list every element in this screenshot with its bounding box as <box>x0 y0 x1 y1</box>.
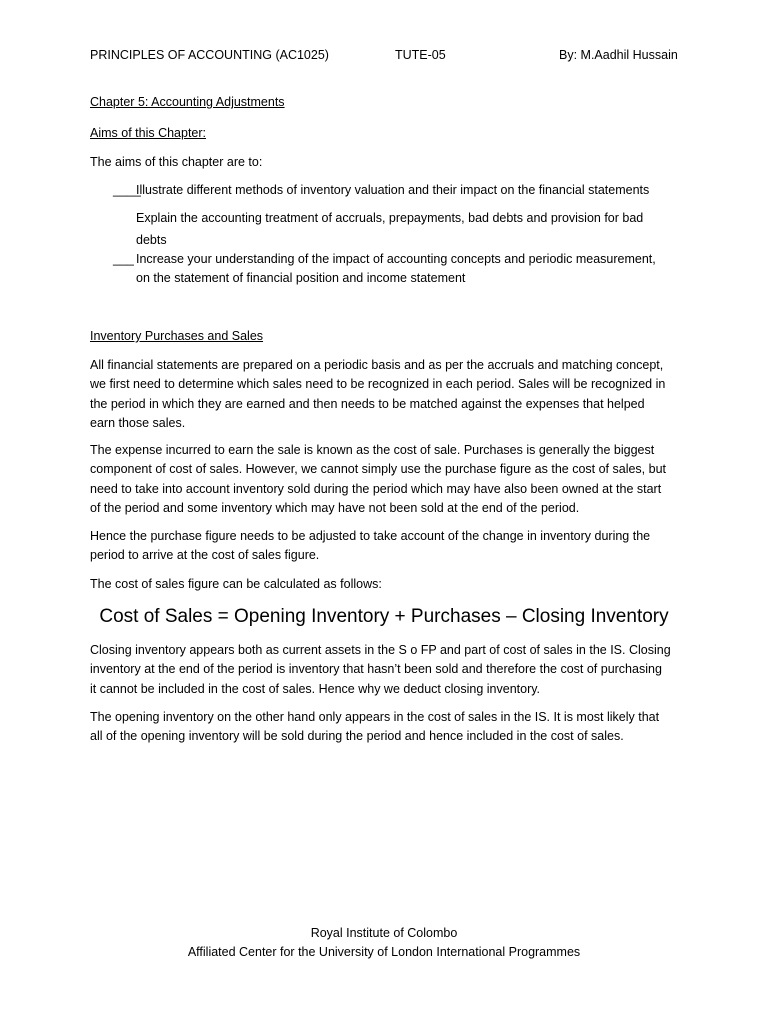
paragraph-line: All financial statements are prepared on a periodic basis and as per the accruals and matching concept, <box>90 358 664 372</box>
section-heading: Inventory Purchases and Sales <box>90 329 264 343</box>
bullet-item-inventory-valuation: Illustrate different methods of inventory valuation and their impact on the financial statements <box>136 183 650 197</box>
paragraph-closing-inventory <box>90 641 690 699</box>
footer-institute: Royal Institute of Colombo <box>310 926 458 940</box>
paragraph-opening-inventory <box>90 708 690 747</box>
header-course: PRINCIPLES OF ACCOUNTING (AC1025) <box>90 48 329 62</box>
paragraph-line: component of cost of sales. However, we cannot simply use the purchase figure as the cost of sales, but <box>90 462 667 477</box>
bullet-item-accounting-concepts-cont: on the statement of financial position and income statement <box>136 271 466 285</box>
paragraph-line: Closing inventory appears both as current assets in the S o FP and part of cost of sales in the IS. Closing <box>90 643 671 657</box>
aims-heading: Aims of this Chapter: <box>90 126 207 140</box>
paragraph-periodic-basis <box>90 356 690 434</box>
page-footer <box>0 924 768 962</box>
paragraph-line: of the period and some inventory which may have not been sold at the end of the period. <box>90 501 580 516</box>
paragraph-line: all of the opening inventory will be sold during the period and hence included in the cost of sales. <box>90 729 624 744</box>
paragraph-line: it cannot be included in the cost of sales. Hence why we deduct closing inventory. <box>90 681 541 696</box>
paragraph-line: earn those sales. <box>90 416 186 431</box>
header-author: By: M.Aadhil Hussain <box>559 48 678 62</box>
paragraph-line: need to take into account inventory sold during the period which may have also been owned at the start <box>90 481 662 496</box>
footer-affiliation: Affiliated Center for the University of London International Programmes <box>187 945 581 959</box>
paragraph-line: we first need to determine which sales need to be recognized in each period. Sales will be recognized in <box>90 377 666 392</box>
bullet-marker: ____ <box>113 183 141 197</box>
paragraph-calc-intro: The cost of sales figure can be calculated as follows: <box>90 577 382 591</box>
chapter-title: Chapter 5: Accounting Adjustments <box>90 95 285 109</box>
header-tute: TUTE-05 <box>395 48 446 62</box>
paragraph-line: inventory at the end of the period is inventory that hasn’t been sold and therefore the cost of purchasing <box>90 662 662 677</box>
aims-intro: The aims of this chapter are to: <box>90 155 263 169</box>
paragraph-cost-of-sale <box>90 441 690 519</box>
cost-of-sales-formula: Cost of Sales = Opening Inventory + Purchases – Closing Inventory <box>99 606 669 627</box>
paragraph-line: period to arrive at the cost of sales figure. <box>90 548 320 563</box>
paragraph-line: Hence the purchase figure needs to be adjusted to take account of the change in inventory during the <box>90 529 651 543</box>
paragraph-purchase-adjust <box>90 527 690 566</box>
bullet-item-accruals-cont: debts <box>136 233 167 247</box>
paragraph-line: The expense incurred to earn the sale is known as the cost of sale. Purchases is generally the biggest <box>90 443 655 457</box>
paragraph-line: The opening inventory on the other hand only appears in the cost of sales in the IS. It is most likely that <box>90 710 660 724</box>
bullet-item-accounting-concepts: Increase your understanding of the impact of accounting concepts and periodic measurement, <box>136 252 656 266</box>
bullet-marker: ___ <box>113 252 134 266</box>
bullet-item-accruals: Explain the accounting treatment of accruals, prepayments, bad debts and provision for bad <box>136 211 644 225</box>
paragraph-line: the period in which they are earned and then needs to be matched against the expenses that helped <box>90 396 645 411</box>
